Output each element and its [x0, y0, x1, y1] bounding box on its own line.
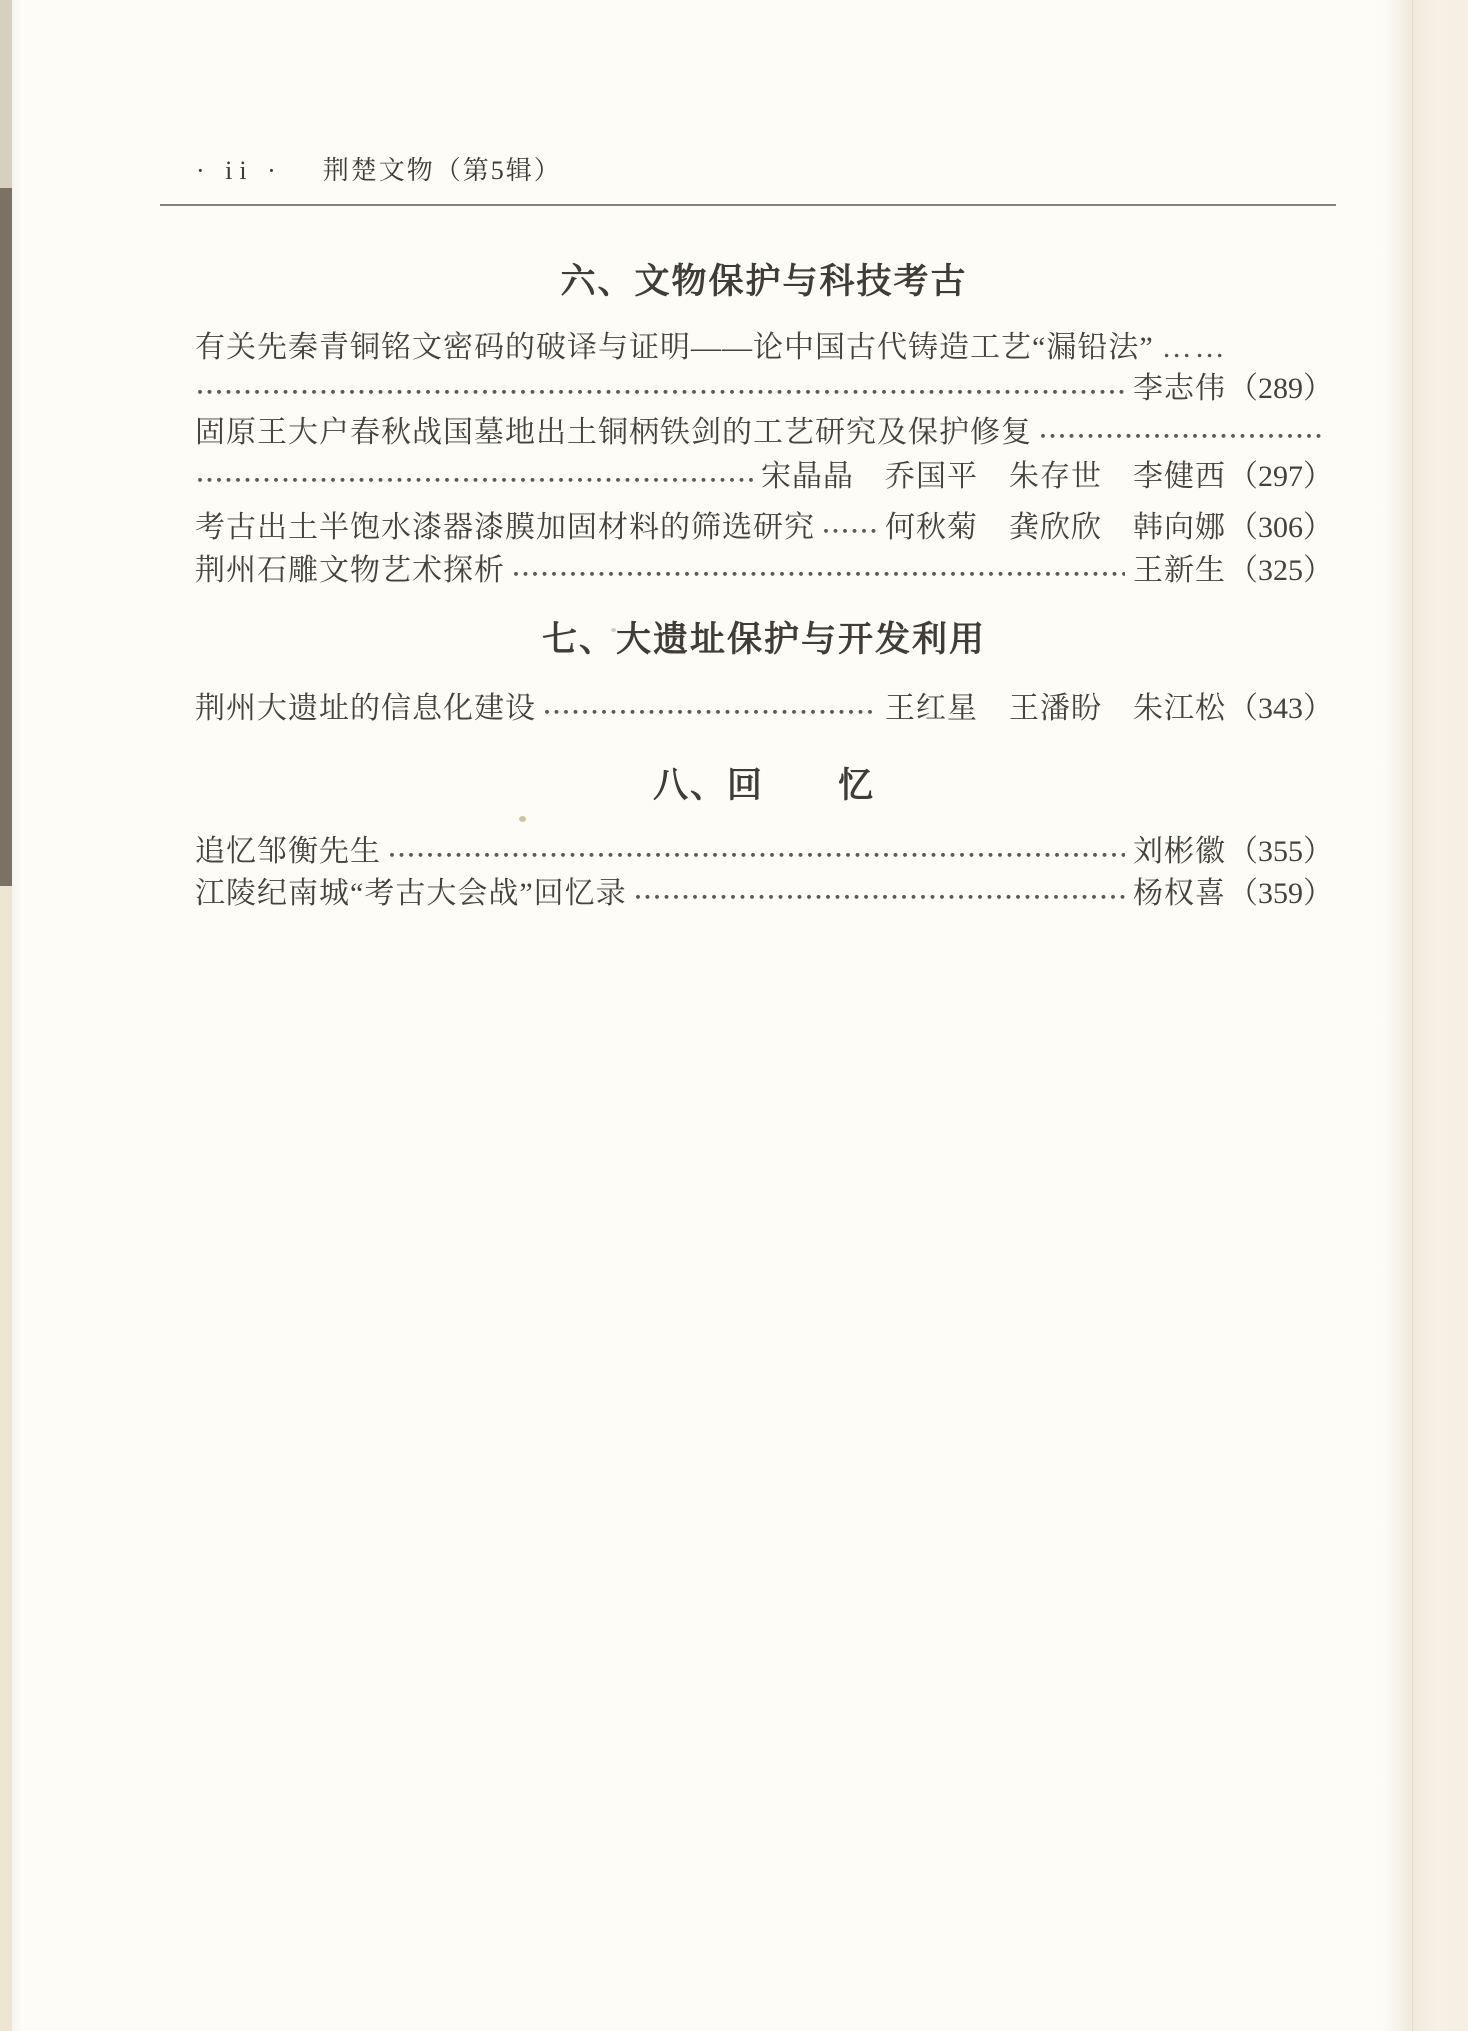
toc-entry-authors: 刘彬徽	[1133, 835, 1226, 868]
binding-edge	[0, 0, 12, 2031]
dot-leader	[544, 691, 877, 727]
toc-entry	[195, 553, 1333, 589]
toc-entry-title: 有关先秦青铜铭文密码的破译与证明——论中国古代铸造工艺“漏铅法”	[195, 331, 1154, 364]
page-edge-highlight	[12, 0, 22, 2031]
section-heading: 六、文物保护与科技考古	[560, 262, 968, 301]
dot-leader	[1040, 415, 1325, 451]
toc-entry-authors: 王新生	[1133, 554, 1226, 587]
toc-entry-authors: 李志伟	[1133, 372, 1226, 405]
toc-entry	[195, 834, 1333, 870]
toc-entry-page-number: （359）	[1228, 877, 1333, 910]
header-rule	[160, 204, 1336, 206]
toc-entry-title-line	[195, 330, 1333, 366]
toc-entry-page-number: （297）	[1228, 460, 1333, 493]
toc-entry-title-line	[195, 415, 1333, 451]
toc-entry-title: 江陵纪南城“考古大会战”回忆录	[195, 877, 627, 910]
toc-entry-authors: 杨权喜	[1133, 877, 1226, 910]
dot-leader	[635, 876, 1125, 912]
toc-entry-authors: 王红星 王潘盼 朱江松	[885, 692, 1226, 725]
toc-entry-title: 追忆邹衡先生	[195, 835, 381, 868]
toc-entry-page-number: （343）	[1228, 692, 1333, 725]
toc-entry-title: 荆州大遗址的信息化建设	[195, 692, 536, 725]
toc-entry-title: 荆州石雕文物艺术探析	[195, 554, 505, 587]
binding-edge-middle	[0, 188, 12, 886]
toc-entry-page-number: （355）	[1228, 835, 1333, 868]
toc-entry-page-number: （306）	[1228, 511, 1333, 544]
toc-entry-page-number: （325）	[1228, 554, 1333, 587]
toc-entry-authors: 何秋菊 龚欣欣 韩向娜	[885, 511, 1226, 544]
toc-entry-title: 固原王大户春秋战国墓地出土铜柄铁剑的工艺研究及保护修复	[195, 416, 1032, 449]
scan-speck	[611, 628, 616, 632]
toc-entry-trailing-dots: ……	[1161, 331, 1228, 364]
dot-leader	[823, 510, 877, 546]
binding-edge-bottom	[0, 886, 12, 2031]
toc-entry-authors: 宋晶晶 乔国平 朱存世 李健西	[761, 460, 1226, 493]
section-heading: 八、回 忆	[652, 766, 875, 805]
binding-edge-top	[0, 0, 12, 188]
dot-leader	[389, 834, 1125, 870]
toc-entry-authors-line	[195, 371, 1333, 407]
dot-leader	[513, 553, 1125, 589]
dot-leader	[197, 459, 753, 495]
toc-entry	[195, 691, 1333, 727]
toc-entry	[195, 510, 1333, 546]
toc-entry-page-number: （289）	[1228, 372, 1333, 405]
running-header	[196, 150, 1334, 187]
toc-entry-authors-line	[195, 459, 1333, 495]
dot-leader	[197, 371, 1125, 407]
toc-entry-title: 考古出土半饱水漆器漆膜加固材料的筛选研究	[195, 511, 815, 544]
scan-speck	[519, 816, 526, 822]
toc-entry	[195, 876, 1333, 912]
page-number-marker: · ii ·	[196, 156, 283, 185]
section-heading: 七、大遗址保护与开发利用	[541, 620, 986, 659]
book-title: 荆楚文物（第5辑）	[322, 156, 562, 185]
page-fold-shadow	[1382, 0, 1412, 2031]
next-page-edge	[1412, 0, 1468, 2031]
